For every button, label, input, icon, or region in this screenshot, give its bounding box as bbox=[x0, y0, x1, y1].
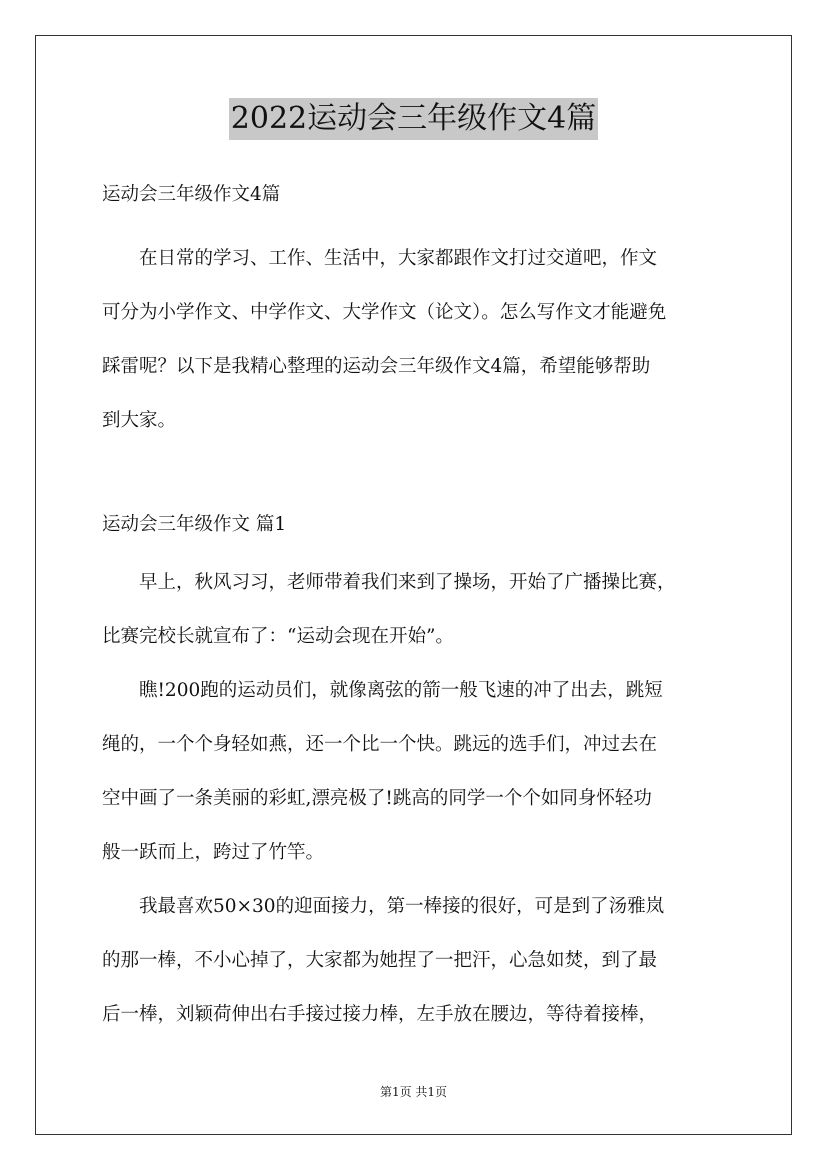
text-line: 般一跃而上，跨过了竹竿。 bbox=[102, 842, 325, 863]
body-paragraph bbox=[102, 880, 732, 1042]
text-line: 的那一棒，不小心掉了，大家都为她捏了一把汗，心急如焚，到了最 bbox=[102, 950, 658, 971]
title-container bbox=[0, 98, 827, 140]
intro-paragraph bbox=[102, 232, 732, 448]
page-footer: 第1页 共1页 bbox=[379, 1085, 448, 1099]
section-heading: 运动会三年级作文 篇1 bbox=[102, 514, 287, 535]
text-line: 我最喜欢50×30的迎面接力，第一棒接的很好，可是到了汤雅岚 bbox=[139, 896, 665, 917]
text-line: 可分为小学作文、中学作文、大学作文（论文）。怎么写作文才能避免 bbox=[102, 302, 667, 323]
body-paragraph bbox=[102, 556, 732, 664]
text-line: 踩雷呢？以下是我精心整理的运动会三年级作文4篇，希望能够帮助 bbox=[102, 356, 651, 377]
document-subtitle: 运动会三年级作文4篇 bbox=[102, 184, 281, 205]
text-line: 在日常的学习、工作、生活中，大家都跟作文打过交道吧，作文 bbox=[139, 248, 658, 269]
text-line: 瞧!200跑的运动员们，就像离弦的箭一般飞速的冲了出去，跳短 bbox=[139, 680, 663, 701]
text-line: 早上，秋风习习，老师带着我们来到了操场，开始了广播操比赛， bbox=[139, 572, 676, 593]
body-paragraph bbox=[102, 664, 732, 880]
text-line: 绳的，一个个身轻如燕，还一个比一个快。跳远的选手们，冲过去在 bbox=[102, 734, 658, 755]
document-title: 2022运动会三年级作文4篇 bbox=[229, 98, 598, 140]
text-line: 到大家。 bbox=[102, 410, 177, 431]
text-line: 空中画了一条美丽的彩虹,漂亮极了!跳高的同学一个个如同身怀轻功 bbox=[102, 788, 652, 809]
text-line: 比赛完校长就宣布了：“运动会现在开始”。 bbox=[102, 626, 454, 647]
text-line: 后一棒，刘颖荷伸出右手接过接力棒，左手放在腰边，等待着接棒， bbox=[102, 1004, 658, 1025]
document-body bbox=[102, 178, 732, 1042]
